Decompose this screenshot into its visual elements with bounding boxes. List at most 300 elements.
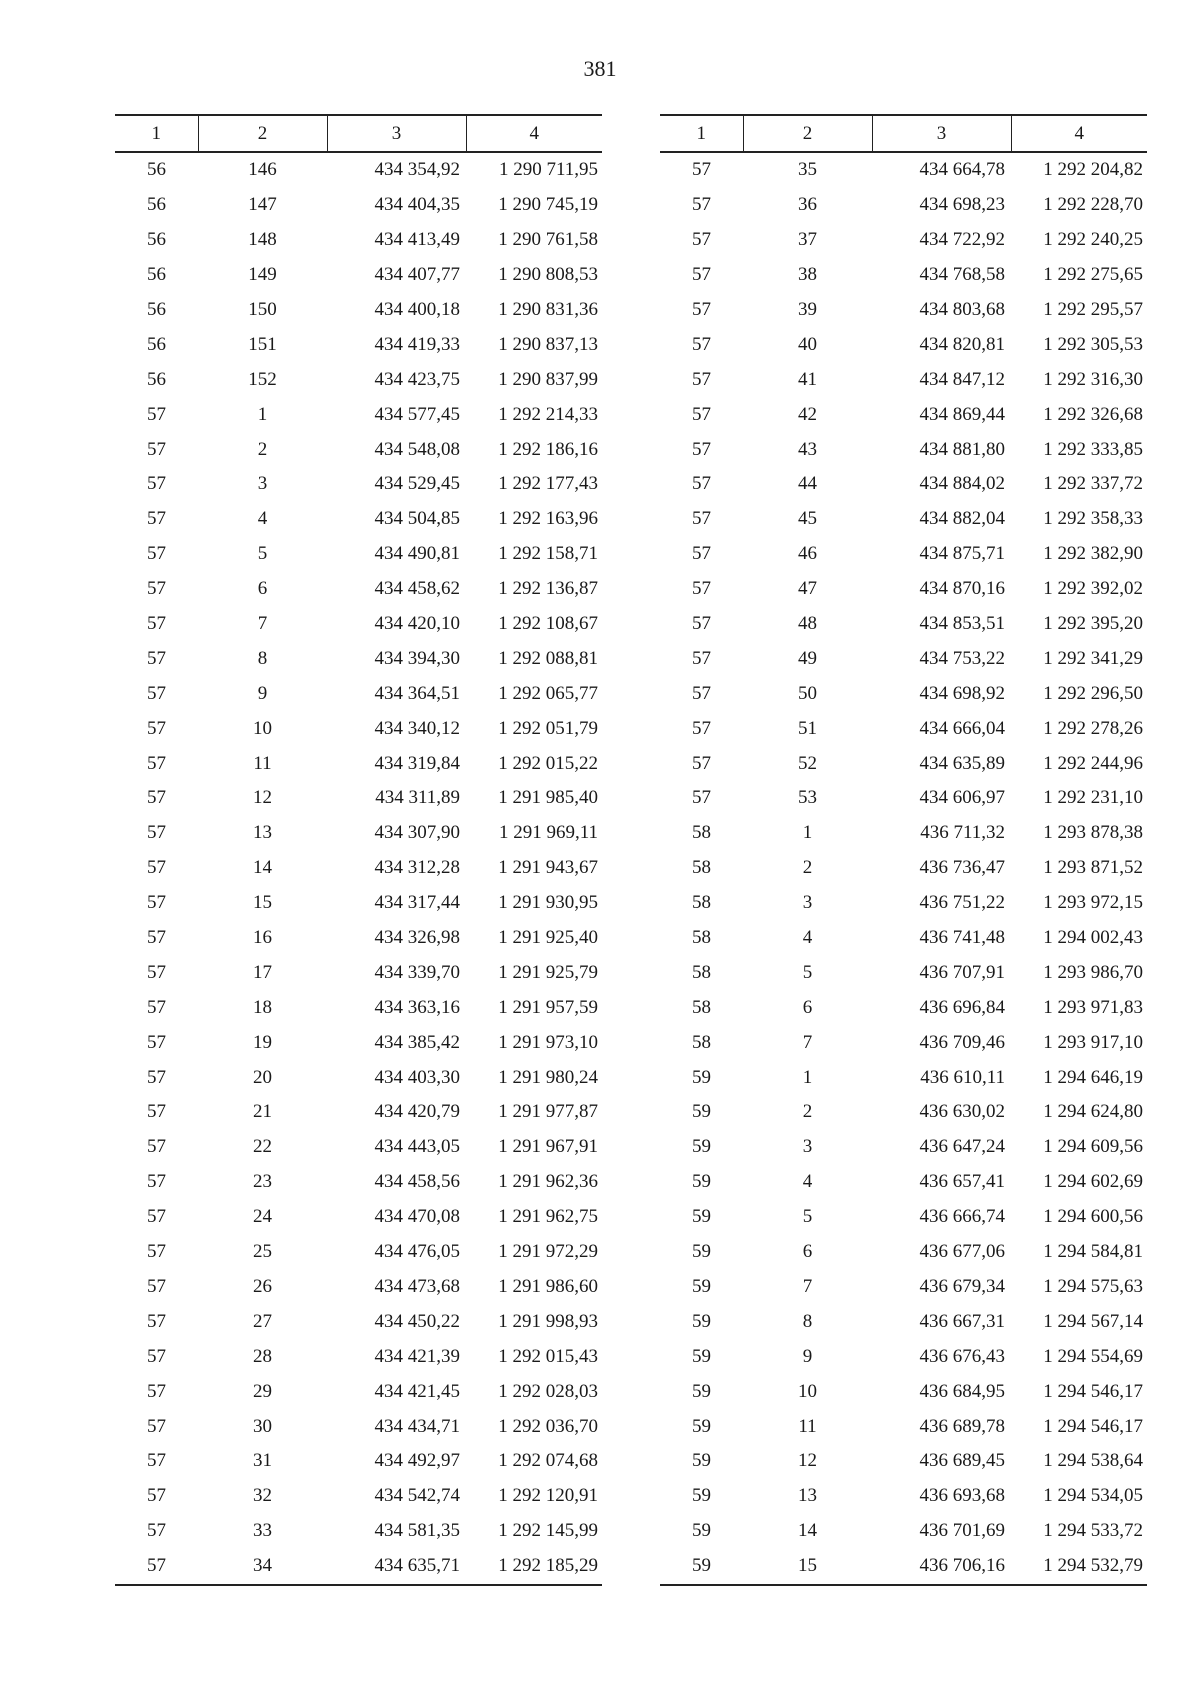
coordinate-y-cell: 1 294 532,79 xyxy=(1011,1549,1147,1585)
coordinate-x-cell: 434 458,62 xyxy=(374,578,460,600)
coordinate-x-cell: 434 884,02 xyxy=(919,473,1005,495)
contour-number-cell: 59 xyxy=(692,1450,711,1472)
coordinate-x-cell: 434 476,05 xyxy=(374,1241,460,1263)
table-row xyxy=(660,258,1147,293)
contour-number-cell: 57 xyxy=(147,961,166,983)
contour-number-cell: 57 xyxy=(147,717,166,739)
coordinate-x-cell: 434 400,18 xyxy=(374,299,460,320)
column-header-3: 3 xyxy=(872,115,1011,152)
coordinate-x-cell: 436 666,74 xyxy=(919,1206,1005,1228)
coordinate-y-cell: 1 291 986,60 xyxy=(498,1275,598,1297)
coordinate-x-cell: 434 423,75 xyxy=(374,368,460,390)
contour-number-cell: 57 xyxy=(692,508,711,530)
column-header-1: 1 xyxy=(660,115,743,152)
coordinate-y-cell: 1 292 015,43 xyxy=(498,1345,598,1367)
contour-number-cell: 57 xyxy=(147,822,166,844)
table-row xyxy=(115,397,602,432)
coordinate-x-cell: 434 413,49 xyxy=(374,229,460,251)
table-row xyxy=(660,502,1147,537)
point-number-cell: 48 xyxy=(798,613,817,635)
point-number-cell: 35 xyxy=(798,159,817,181)
coordinate-y-cell: 1 292 392,02 xyxy=(1043,578,1143,600)
point-number-cell: 2 xyxy=(802,857,813,879)
table-row xyxy=(115,711,602,746)
coordinate-x-cell: 434 404,35 xyxy=(374,194,460,216)
contour-number-cell: 56 xyxy=(147,299,166,320)
point-number-cell: 44 xyxy=(798,473,817,495)
contour-number-cell: 59 xyxy=(692,1310,711,1332)
point-number-cell: 43 xyxy=(798,438,817,460)
coordinate-y-cell: 1 292 163,96 xyxy=(498,508,598,530)
contour-number-cell: 56 xyxy=(147,264,166,286)
coordinate-x-cell: 434 577,45 xyxy=(374,403,460,425)
contour-number-cell: 57 xyxy=(147,438,166,460)
contour-number-cell: 57 xyxy=(147,473,166,495)
coordinate-x-cell: 434 450,22 xyxy=(374,1310,460,1332)
coordinate-y-cell: 1 292 136,87 xyxy=(498,578,598,600)
coordinate-y-cell: 1 292 214,33 xyxy=(498,403,598,425)
point-number-cell: 7 xyxy=(802,1275,813,1297)
table-header-row xyxy=(115,115,602,152)
coordinate-y-cell: 1 292 244,96 xyxy=(1043,752,1143,774)
point-number-cell: 31 xyxy=(253,1450,272,1472)
point-number-cell: 148 xyxy=(248,229,277,251)
coordinate-y-cell: 1 292 088,81 xyxy=(498,647,598,669)
table-row xyxy=(660,781,1147,816)
coordinate-x-cell: 434 407,77 xyxy=(374,264,460,286)
contour-number-cell: 56 xyxy=(147,159,166,181)
point-number-cell: 9 xyxy=(257,682,268,704)
table-body xyxy=(115,152,602,1585)
contour-number-cell: 57 xyxy=(147,892,166,914)
coordinate-x-cell: 434 870,16 xyxy=(919,578,1005,600)
table-row xyxy=(115,1479,602,1514)
column-header-3: 3 xyxy=(327,115,466,152)
table-row xyxy=(115,1165,602,1200)
table-row xyxy=(115,1444,602,1479)
contour-number-cell: 57 xyxy=(147,1380,166,1402)
coordinate-x-cell: 436 630,02 xyxy=(919,1101,1005,1123)
point-number-cell: 23 xyxy=(253,1171,272,1193)
column-header-1: 1 xyxy=(115,115,198,152)
coordinate-x-cell: 434 882,04 xyxy=(919,508,1005,530)
point-number-cell: 52 xyxy=(798,752,817,774)
contour-number-cell: 57 xyxy=(147,1520,166,1542)
point-number-cell: 42 xyxy=(798,403,817,425)
coordinate-y-cell: 1 292 186,16 xyxy=(498,438,598,460)
coordinate-x-cell: 434 635,71 xyxy=(327,1549,466,1585)
coordinate-x-cell: 436 689,78 xyxy=(919,1415,1005,1437)
contour-number-cell: 57 xyxy=(692,752,711,774)
table-row xyxy=(660,1200,1147,1235)
point-number-cell: 1 xyxy=(257,403,268,425)
coordinate-y-cell: 1 290 745,19 xyxy=(498,194,598,216)
point-number-cell: 14 xyxy=(798,1520,817,1542)
column-header-2: 2 xyxy=(198,115,327,152)
point-number-cell: 3 xyxy=(802,1136,813,1158)
coordinate-y-cell: 1 290 711,95 xyxy=(498,159,598,181)
point-number-cell: 26 xyxy=(253,1275,272,1297)
contour-number-cell: 59 xyxy=(692,1485,711,1507)
coordinate-x-cell: 434 490,81 xyxy=(374,543,460,565)
table-row xyxy=(115,1200,602,1235)
coordinate-y-cell: 1 294 546,17 xyxy=(1043,1415,1143,1437)
table-row xyxy=(115,1339,602,1374)
coordinate-y-cell: 1 292 051,79 xyxy=(498,717,598,739)
contour-number-cell: 59 xyxy=(692,1101,711,1123)
point-number-cell: 6 xyxy=(257,578,268,600)
contour-number-cell: 57 xyxy=(147,1241,166,1263)
coordinate-y-cell: 1 292 145,99 xyxy=(498,1520,598,1542)
contour-number-cell: 56 xyxy=(147,194,166,216)
table-row xyxy=(115,1095,602,1130)
coordinate-y-cell: 1 293 878,38 xyxy=(1043,822,1143,844)
contour-number-cell: 57 xyxy=(147,1206,166,1228)
table-row xyxy=(660,572,1147,607)
contour-number-cell: 57 xyxy=(147,1101,166,1123)
point-number-cell: 5 xyxy=(257,543,268,565)
point-number-cell: 151 xyxy=(248,333,277,355)
coordinate-y-cell: 1 291 925,40 xyxy=(498,927,598,949)
contour-number-cell: 57 xyxy=(692,543,711,565)
point-number-cell: 8 xyxy=(257,647,268,669)
coordinate-y-cell: 1 292 204,82 xyxy=(1043,159,1143,181)
coordinate-x-cell: 434 529,45 xyxy=(374,473,460,495)
point-number-cell: 47 xyxy=(798,578,817,600)
table-row xyxy=(115,1514,602,1549)
point-number-cell: 2 xyxy=(802,1101,813,1123)
table-row xyxy=(660,1025,1147,1060)
contour-number-cell: 57 xyxy=(147,1415,166,1437)
point-number-cell: 14 xyxy=(253,857,272,879)
table-row xyxy=(115,851,602,886)
coordinate-x-cell: 436 751,22 xyxy=(919,892,1005,914)
coordinate-x-cell: 434 385,42 xyxy=(374,1031,460,1053)
point-number-cell: 11 xyxy=(253,752,272,774)
table-row xyxy=(115,1025,602,1060)
coordinate-x-cell: 436 701,69 xyxy=(919,1520,1005,1542)
point-number-cell: 30 xyxy=(253,1415,272,1437)
table-row xyxy=(115,746,602,781)
coordinate-x-cell: 434 875,71 xyxy=(919,543,1005,565)
coordinate-y-cell: 1 292 228,70 xyxy=(1043,194,1143,216)
coordinate-y-cell: 1 291 973,10 xyxy=(498,1031,598,1053)
coordinate-y-cell: 1 290 831,36 xyxy=(498,299,598,320)
coordinate-y-cell: 1 291 930,95 xyxy=(498,892,598,914)
table-row xyxy=(115,676,602,711)
point-number-cell: 149 xyxy=(248,264,277,286)
coordinate-y-cell: 1 292 358,33 xyxy=(1043,508,1143,530)
contour-number-cell: 57 xyxy=(147,1136,166,1158)
table-row xyxy=(115,886,602,921)
coordinate-x-cell: 434 820,81 xyxy=(919,333,1005,355)
table-row xyxy=(115,502,602,537)
point-number-cell: 28 xyxy=(253,1345,272,1367)
table-row xyxy=(660,1374,1147,1409)
coordinate-y-cell: 1 294 600,56 xyxy=(1043,1206,1143,1228)
coordinate-x-cell: 436 684,95 xyxy=(919,1380,1005,1402)
table-row xyxy=(115,1130,602,1165)
table-row xyxy=(660,362,1147,397)
coordinate-y-cell: 1 292 028,03 xyxy=(498,1380,598,1402)
table-row xyxy=(660,1514,1147,1549)
table-row xyxy=(660,641,1147,676)
point-number-cell: 40 xyxy=(798,333,817,355)
coordinate-y-cell: 1 292 305,53 xyxy=(1043,333,1143,355)
coordinate-x-cell: 434 339,70 xyxy=(374,961,460,983)
coordinate-y-cell: 1 294 575,63 xyxy=(1043,1275,1143,1297)
coordinate-y-cell: 1 292 326,68 xyxy=(1043,403,1143,425)
coordinate-x-cell: 434 853,51 xyxy=(919,613,1005,635)
contour-number-cell: 57 xyxy=(692,333,711,355)
coordinate-x-cell: 434 419,33 xyxy=(374,333,460,355)
coordinate-x-cell: 434 319,84 xyxy=(374,752,460,774)
table-row xyxy=(115,258,602,293)
table-row xyxy=(115,1235,602,1270)
contour-number-cell: 57 xyxy=(692,194,711,216)
contour-number-cell: 57 xyxy=(147,787,166,809)
coordinate-y-cell: 1 291 969,11 xyxy=(498,822,598,844)
point-number-cell: 41 xyxy=(798,368,817,390)
contour-number-cell: 57 xyxy=(147,403,166,425)
contour-number-cell: 57 xyxy=(147,927,166,949)
coordinate-y-cell: 1 292 382,90 xyxy=(1043,543,1143,565)
table-row xyxy=(660,1479,1147,1514)
coordinate-x-cell: 436 696,84 xyxy=(919,996,1005,1018)
table-row xyxy=(115,572,602,607)
coordinate-y-cell: 1 294 554,69 xyxy=(1043,1345,1143,1367)
contour-number-cell: 58 xyxy=(692,996,711,1018)
coordinate-x-cell: 434 698,23 xyxy=(919,194,1005,216)
coordinate-x-cell: 436 647,24 xyxy=(919,1136,1005,1158)
table-row xyxy=(660,327,1147,362)
table-row xyxy=(115,1409,602,1444)
coordinate-x-cell: 434 421,39 xyxy=(374,1345,460,1367)
contour-number-cell: 57 xyxy=(147,1485,166,1507)
point-number-cell: 17 xyxy=(253,961,272,983)
coordinate-y-cell: 1 292 337,72 xyxy=(1043,473,1143,495)
coordinate-y-cell: 1 292 295,57 xyxy=(1043,299,1143,320)
table-row xyxy=(660,851,1147,886)
point-number-cell: 12 xyxy=(798,1450,817,1472)
coordinate-y-cell: 1 290 808,53 xyxy=(498,264,598,286)
coordinate-x-cell: 434 666,04 xyxy=(919,717,1005,739)
coordinate-y-cell: 1 294 609,56 xyxy=(1043,1136,1143,1158)
coordinate-x-cell: 434 548,08 xyxy=(374,438,460,460)
contour-number-cell: 59 xyxy=(692,1206,711,1228)
coordinate-x-cell: 434 753,22 xyxy=(919,647,1005,669)
coordinate-x-cell: 436 677,06 xyxy=(919,1241,1005,1263)
coordinate-x-cell: 434 542,74 xyxy=(374,1485,460,1507)
coordinate-y-cell: 1 292 015,22 xyxy=(498,752,598,774)
table-row xyxy=(115,188,602,223)
table-row xyxy=(115,152,602,188)
table-row xyxy=(115,921,602,956)
coordinate-y-cell: 1 294 567,14 xyxy=(1043,1310,1143,1332)
point-number-cell: 147 xyxy=(248,194,277,216)
point-number-cell: 1 xyxy=(802,822,813,844)
contour-number-cell: 57 xyxy=(692,229,711,251)
coordinate-y-cell: 1 292 231,10 xyxy=(1043,787,1143,809)
coordinate-x-cell: 434 326,98 xyxy=(374,927,460,949)
point-number-cell: 49 xyxy=(798,647,817,669)
contour-number-cell: 57 xyxy=(692,299,711,320)
contour-number-cell: 57 xyxy=(147,682,166,704)
point-number-cell: 7 xyxy=(802,1031,813,1053)
table-row xyxy=(115,641,602,676)
coordinate-x-cell: 436 711,32 xyxy=(920,822,1005,844)
column-header-2: 2 xyxy=(743,115,872,152)
contour-number-cell: 57 xyxy=(692,647,711,669)
coordinate-y-cell: 1 292 108,67 xyxy=(498,613,598,635)
contour-number-cell: 57 xyxy=(147,613,166,635)
coordinate-x-cell: 434 492,97 xyxy=(374,1450,460,1472)
coordinate-y-cell: 1 291 972,29 xyxy=(498,1241,598,1263)
contour-number-cell: 58 xyxy=(692,927,711,949)
coordinate-x-cell: 434 420,10 xyxy=(374,613,460,635)
coordinate-x-cell: 434 364,51 xyxy=(374,682,460,704)
point-number-cell: 5 xyxy=(802,1206,813,1228)
page-number: 381 xyxy=(583,56,617,81)
table-row xyxy=(660,1549,1147,1585)
coordinate-y-cell: 1 292 278,26 xyxy=(1043,717,1143,739)
coordinate-y-cell: 1 292 275,65 xyxy=(1043,264,1143,286)
contour-number-cell: 57 xyxy=(692,264,711,286)
contour-number-cell: 58 xyxy=(692,961,711,983)
contour-number-cell: 57 xyxy=(147,857,166,879)
contour-number-cell: 57 xyxy=(147,578,166,600)
table-row xyxy=(660,1339,1147,1374)
point-number-cell: 152 xyxy=(248,368,277,390)
coordinate-y-cell: 1 291 977,87 xyxy=(498,1101,598,1123)
coordinate-y-cell: 1 294 002,43 xyxy=(1043,927,1143,949)
contour-number-cell: 58 xyxy=(692,892,711,914)
table-row xyxy=(115,955,602,990)
point-number-cell: 9 xyxy=(802,1345,813,1367)
contour-number-cell: 57 xyxy=(692,787,711,809)
coordinate-y-cell: 1 292 036,70 xyxy=(498,1415,598,1437)
point-number-cell: 13 xyxy=(798,1485,817,1507)
table-row xyxy=(660,1060,1147,1095)
table-row xyxy=(660,921,1147,956)
point-number-cell: 6 xyxy=(802,996,813,1018)
table-row xyxy=(115,293,602,328)
table-row xyxy=(660,223,1147,258)
coordinate-x-cell: 434 307,90 xyxy=(374,822,460,844)
table-row xyxy=(115,816,602,851)
coordinate-x-cell: 436 657,41 xyxy=(919,1171,1005,1193)
coordinate-y-cell: 1 293 986,70 xyxy=(1043,961,1143,983)
coordinate-y-cell: 1 292 120,91 xyxy=(498,1485,598,1507)
contour-number-cell: 57 xyxy=(147,1450,166,1472)
coordinate-x-cell: 434 768,58 xyxy=(919,264,1005,286)
point-number-cell: 8 xyxy=(802,1310,813,1332)
coordinate-x-cell: 436 610,11 xyxy=(920,1066,1005,1088)
point-number-cell: 10 xyxy=(253,717,272,739)
point-number-cell: 38 xyxy=(798,264,817,286)
coordinate-x-cell: 434 354,92 xyxy=(374,159,460,181)
point-number-cell: 51 xyxy=(798,717,817,739)
point-number-cell: 19 xyxy=(253,1031,272,1053)
coordinate-x-cell: 434 340,12 xyxy=(374,717,460,739)
contour-number-cell: 59 xyxy=(660,1549,743,1585)
coordinate-y-cell: 1 293 871,52 xyxy=(1043,857,1143,879)
coordinate-y-cell: 1 294 646,19 xyxy=(1043,1066,1143,1088)
coordinate-y-cell: 1 294 533,72 xyxy=(1043,1520,1143,1542)
contour-number-cell: 59 xyxy=(692,1415,711,1437)
table-row xyxy=(115,607,602,642)
contour-number-cell: 59 xyxy=(692,1275,711,1297)
table-row xyxy=(660,467,1147,502)
contour-number-cell: 57 xyxy=(147,1031,166,1053)
contour-number-cell: 57 xyxy=(147,543,166,565)
contour-number-cell: 57 xyxy=(147,647,166,669)
point-number-cell: 27 xyxy=(253,1310,272,1332)
contour-number-cell: 57 xyxy=(692,473,711,495)
point-number-cell: 36 xyxy=(798,194,817,216)
point-number-cell: 5 xyxy=(802,961,813,983)
contour-number-cell: 57 xyxy=(147,1275,166,1297)
coordinate-x-cell: 434 421,45 xyxy=(374,1380,460,1402)
coordinate-x-cell: 434 698,92 xyxy=(919,682,1005,704)
coordinate-y-cell: 1 291 967,91 xyxy=(498,1136,598,1158)
table-row xyxy=(660,955,1147,990)
point-number-cell: 12 xyxy=(253,787,272,809)
point-number-cell: 39 xyxy=(798,299,817,320)
coordinate-y-cell: 1 294 602,69 xyxy=(1043,1171,1143,1193)
table-row xyxy=(115,1060,602,1095)
table-row xyxy=(115,537,602,572)
contour-number-cell: 57 xyxy=(147,1310,166,1332)
contour-number-cell: 57 xyxy=(147,1345,166,1367)
point-number-cell: 32 xyxy=(253,1485,272,1507)
coordinate-x-cell: 434 312,28 xyxy=(374,857,460,879)
coordinate-y-cell: 1 291 962,36 xyxy=(498,1171,598,1193)
point-number-cell: 37 xyxy=(798,229,817,251)
point-number-cell: 18 xyxy=(253,996,272,1018)
table-row xyxy=(115,1374,602,1409)
point-number-cell: 3 xyxy=(802,892,813,914)
point-number-cell: 1 xyxy=(802,1066,813,1088)
point-number-cell: 21 xyxy=(253,1101,272,1123)
coordinate-y-cell: 1 291 925,79 xyxy=(498,961,598,983)
contour-number-cell: 59 xyxy=(692,1345,711,1367)
point-number-cell: 33 xyxy=(253,1520,272,1542)
point-number-cell: 11 xyxy=(798,1415,817,1437)
table-row xyxy=(660,746,1147,781)
table-row xyxy=(115,327,602,362)
coordinate-y-cell: 1 292 065,77 xyxy=(498,682,598,704)
table-row xyxy=(660,990,1147,1025)
table-body xyxy=(660,152,1147,1585)
coordinate-y-cell: 1 293 971,83 xyxy=(1043,996,1143,1018)
table-row xyxy=(115,362,602,397)
point-number-cell: 53 xyxy=(798,787,817,809)
contour-number-cell: 59 xyxy=(692,1380,711,1402)
coordinate-x-cell: 434 434,71 xyxy=(374,1415,460,1437)
contour-number-cell: 59 xyxy=(692,1171,711,1193)
contour-number-cell: 58 xyxy=(692,1031,711,1053)
coordinate-y-cell: 1 294 584,81 xyxy=(1043,1241,1143,1263)
point-number-cell: 15 xyxy=(253,892,272,914)
point-number-cell: 6 xyxy=(802,1241,813,1263)
coordinate-y-cell: 1 294 624,80 xyxy=(1043,1101,1143,1123)
coordinate-x-cell: 434 722,92 xyxy=(919,229,1005,251)
table-row xyxy=(660,711,1147,746)
table-row xyxy=(660,293,1147,328)
table-row xyxy=(660,1409,1147,1444)
coordinate-y-cell: 1 292 316,30 xyxy=(1043,368,1143,390)
